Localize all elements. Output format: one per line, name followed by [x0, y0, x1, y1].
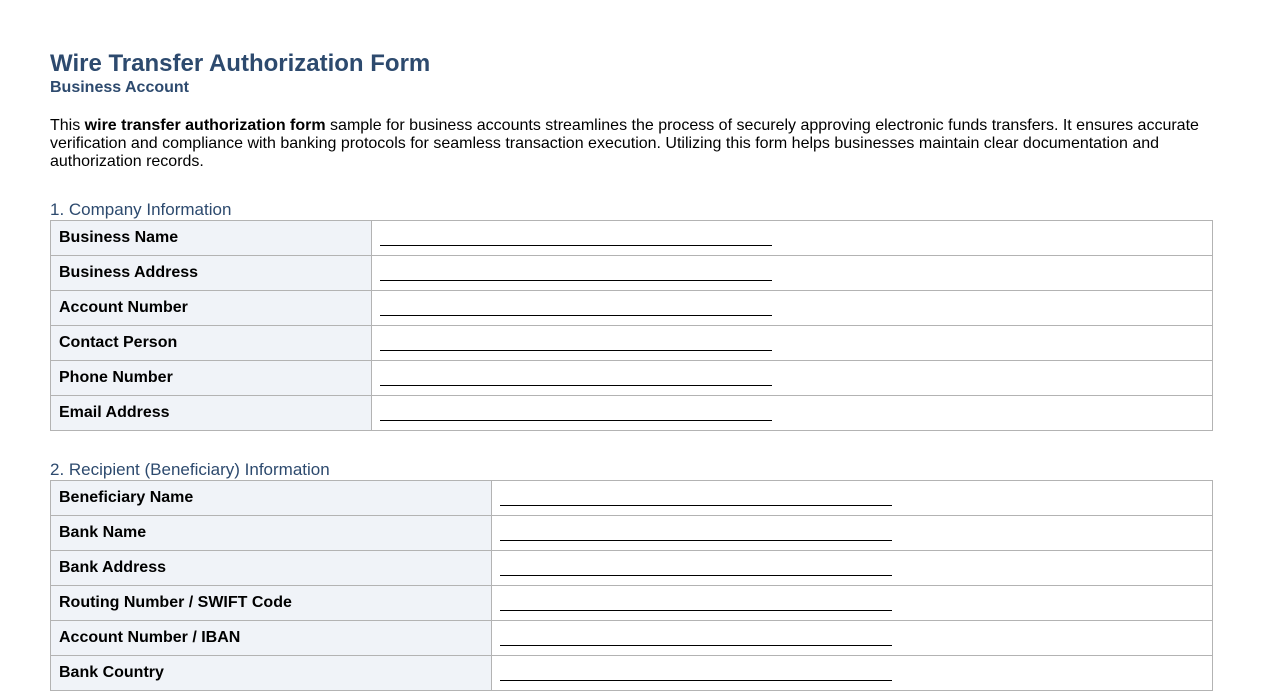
table-row	[51, 396, 1213, 431]
field-label: Business Name	[51, 221, 372, 256]
table-row	[51, 326, 1213, 361]
table-row	[51, 586, 1213, 621]
field-value[interactable]	[372, 256, 1213, 291]
fill-line	[380, 420, 772, 421]
fill-line	[500, 610, 892, 611]
table-row	[51, 516, 1213, 551]
intro-suffix: sample for business accounts streamlines the process of securely approving electronic funds transfers. It ensures accurate verification and compliance with banking protocols for seamless transaction execution. Utilizing this form helps businesses maintain clear documentation and authorization records.	[50, 117, 1199, 170]
section-heading-recipient: 2. Recipient (Beneficiary) Information	[50, 460, 330, 479]
table-row	[51, 621, 1213, 656]
field-value[interactable]	[372, 396, 1213, 431]
field-label: Business Address	[51, 256, 372, 291]
section-heading-company: 1. Company Information	[50, 200, 232, 219]
table-row	[51, 551, 1213, 586]
field-label: Bank Name	[51, 516, 492, 551]
field-value[interactable]	[492, 481, 1213, 516]
field-label: Bank Address	[51, 551, 492, 586]
field-value[interactable]	[492, 656, 1213, 691]
table-row	[51, 481, 1213, 516]
table-row	[51, 291, 1213, 326]
recipient-info-table	[50, 480, 1213, 691]
field-label: Email Address	[51, 396, 372, 431]
page-title: Wire Transfer Authorization Form	[50, 50, 431, 77]
fill-line	[500, 505, 892, 506]
intro-bold: wire transfer authorization form	[84, 117, 326, 134]
field-label: Phone Number	[51, 361, 372, 396]
field-value[interactable]	[372, 291, 1213, 326]
fill-line	[500, 540, 892, 541]
table-row	[51, 221, 1213, 256]
field-value[interactable]	[492, 551, 1213, 586]
page-subtitle: Business Account	[50, 79, 189, 96]
fill-line	[380, 350, 772, 351]
field-label: Account Number / IBAN	[51, 621, 492, 656]
field-label: Beneficiary Name	[51, 481, 492, 516]
field-label: Account Number	[51, 291, 372, 326]
field-label: Contact Person	[51, 326, 372, 361]
fill-line	[380, 280, 772, 281]
table-row	[51, 656, 1213, 691]
table-row	[51, 361, 1213, 396]
field-value[interactable]	[372, 326, 1213, 361]
fill-line	[500, 645, 892, 646]
field-value[interactable]	[372, 221, 1213, 256]
field-value[interactable]	[492, 586, 1213, 621]
field-label: Routing Number / SWIFT Code	[51, 586, 492, 621]
fill-line	[500, 680, 892, 681]
company-info-table	[50, 220, 1213, 431]
fill-line	[380, 315, 772, 316]
field-value[interactable]	[492, 621, 1213, 656]
intro-paragraph	[50, 117, 1213, 171]
field-label: Bank Country	[51, 656, 492, 691]
intro-prefix: This	[50, 117, 85, 134]
fill-line	[380, 385, 772, 386]
fill-line	[380, 245, 772, 246]
field-value[interactable]	[372, 361, 1213, 396]
fill-line	[500, 575, 892, 576]
table-row	[51, 256, 1213, 291]
form-page	[50, 49, 1213, 691]
field-value[interactable]	[492, 516, 1213, 551]
